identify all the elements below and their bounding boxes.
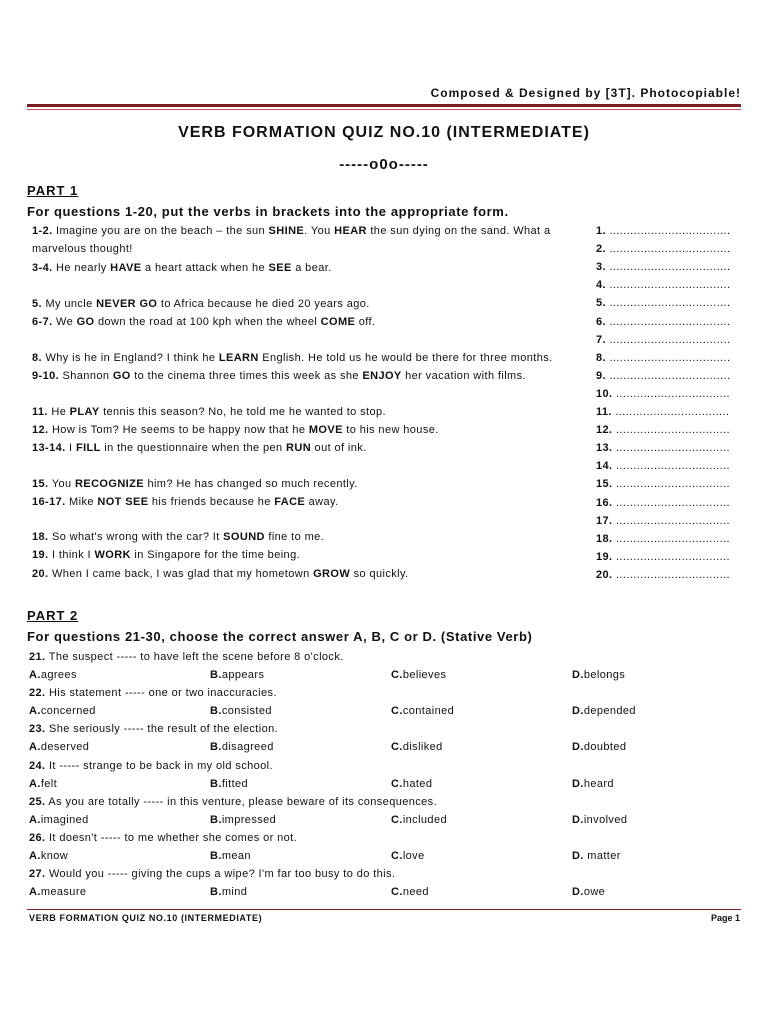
answer-number: 15. [596,478,613,491]
option-c[interactable] [391,778,432,790]
question-text: to the cinema three times this week as she [130,370,363,382]
mc-question [29,832,297,844]
option-b[interactable] [210,814,276,826]
option-b[interactable] [210,705,272,717]
option-text: disagreed [221,741,274,754]
mc-question [29,687,277,699]
header-credit: Composed & Designed by [3T]. Photocopiable! [430,86,741,100]
question-text: to his new house. [342,424,439,436]
option-letter: B. [210,886,222,899]
footer-title: VERB FORMATION QUIZ NO.10 (INTERMEDIATE) [29,913,263,923]
answer-blank[interactable] [596,548,730,566]
question-text: So what's wrong with the car? It [48,531,224,543]
question-text: him? He has changed so much recently. [143,478,358,490]
answer-number: 12. [596,424,613,437]
verb-keyword: GO [112,370,131,382]
answer-number: 17. [596,514,613,527]
answer-dots: ................................. [612,424,731,437]
option-letter: A. [29,886,41,899]
part2-heading: PART 2 [27,608,79,623]
answer-dots: ................................... [605,351,731,364]
question-number: 5. [32,298,42,310]
option-text: owe [583,886,606,899]
verb-keyword: MOVE [308,424,343,436]
question-number: 26. [29,832,46,844]
option-c[interactable] [391,886,429,898]
answer-dots: ................................. [612,442,731,455]
answer-blank[interactable] [596,512,730,530]
answer-blank[interactable] [596,222,730,240]
option-text: mean [221,850,251,862]
part2-instruction: For questions 21-30, choose the correct answer A, B, C or D. (Stative Verb) [27,629,533,644]
verb-keyword: PLAY [69,406,100,418]
question-text: so quickly. [350,568,409,580]
question-item [32,493,584,511]
question-text: tennis this season? No, he told me he wanted to stop. [99,406,386,418]
option-letter: D. [572,669,584,681]
question-item [32,475,584,493]
verb-keyword: HAVE [110,262,142,274]
answer-blank[interactable] [596,421,730,439]
option-text: love [402,850,425,862]
option-d[interactable] [572,850,621,862]
question-text: fine to me. [264,531,325,543]
option-text: believes [402,669,447,681]
option-letter: B. [210,777,222,790]
option-letter: D. [572,886,584,899]
option-text: concerned [40,705,96,718]
option-text: felt [40,777,58,790]
option-b[interactable] [210,886,247,898]
answer-number: 7. [596,333,606,346]
question-text: I [65,442,76,454]
verb-keyword: SEE [268,262,292,274]
option-letter: A. [29,813,41,826]
header-rule-thick [27,104,741,107]
question-text: You [48,478,75,490]
question-item [32,222,584,258]
page-number: Page 1 [710,913,740,923]
question-number: 24. [29,759,46,772]
option-text: depended [583,705,636,718]
option-letter: A. [29,850,41,862]
answer-blank[interactable] [596,403,729,421]
option-text: involved [583,813,628,826]
question-text: I think I [48,549,95,561]
option-letter: B. [210,669,222,681]
option-letter: A. [29,705,41,718]
answer-number: 19. [596,550,613,563]
option-text: matter [583,850,621,862]
answer-blank[interactable] [596,331,730,349]
answer-dots: ................................. [612,550,731,563]
answer-dots: ................................... [605,261,731,274]
question-number: 18. [32,531,49,543]
answer-dots: ................................. [611,406,730,418]
question-number: 9-10. [32,370,60,382]
option-text: consisted [221,705,272,718]
answer-blank[interactable] [596,475,730,493]
answer-number: 3. [596,261,606,274]
verb-keyword: COME [320,316,356,328]
header-rule-thin [27,109,741,110]
option-text: appears [221,669,265,681]
question-text: He nearly [52,262,111,274]
question-text: her vacation with films. [401,370,526,382]
option-letter: A. [29,669,41,681]
question-text: away. [305,496,339,508]
mc-question [29,723,278,735]
verb-keyword: ENJOY [362,370,402,382]
option-a[interactable] [29,705,96,717]
answer-number: 5. [596,297,606,310]
question-text: Would you ----- giving the cups a wipe? I'm far too busy to do this. [45,868,396,881]
question-text: Shannon [59,370,113,382]
answer-number: 11. [596,406,612,418]
question-text: Why is he in England? I think he [41,352,219,364]
option-b[interactable] [210,850,251,862]
option-letter: D. [572,813,584,826]
question-text: in the questionnaire when the pen [100,442,287,454]
option-letter: B. [210,813,222,826]
option-letter: C. [391,886,403,899]
answer-dots: ................................... [605,315,731,328]
option-letter: C. [391,813,403,826]
answer-dots: ................................... [605,369,731,382]
answer-blank[interactable] [596,240,730,258]
question-text: As you are totally ----- in this venture, please beware of its consequences. [45,795,438,808]
mc-question [29,651,344,663]
answer-dots: ................................... [605,333,731,346]
option-a[interactable] [29,886,86,898]
option-letter: D. [572,705,584,718]
question-text: We [52,316,77,328]
part1-heading: PART 1 [27,183,79,198]
option-text: belongs [583,669,626,681]
question-text: The suspect ----- to have left the scene before 8 o'clock. [45,651,344,663]
answer-dots: ................................. [612,514,731,527]
question-text: off. [355,316,376,328]
question-text: He [47,406,70,418]
question-text: . You [304,225,335,237]
option-d[interactable] [572,669,625,681]
verb-keyword: FACE [274,496,306,508]
option-c[interactable] [391,741,443,753]
answer-blank[interactable] [596,385,730,403]
question-text: When I came back, I was glad that my hometown [48,568,314,580]
option-letter: C. [391,669,403,681]
verb-keyword: NEVER GO [96,298,158,310]
question-number: 21. [29,651,46,663]
option-text: impressed [221,813,277,826]
answer-number: 13. [596,442,613,455]
answer-number: 14. [596,460,613,473]
option-b[interactable] [210,778,248,790]
question-item [32,313,584,331]
answer-blank[interactable] [596,439,730,457]
option-text: contained [402,705,455,718]
answer-blank[interactable] [596,313,730,331]
option-text: need [402,886,429,899]
question-number: 27. [29,868,46,881]
option-text: fitted [221,777,249,790]
option-text: measure [40,886,87,899]
question-item [32,259,584,277]
option-d[interactable] [572,886,605,898]
question-text: a heart attack when he [141,262,269,274]
answer-dots: ................................. [612,460,731,473]
option-d[interactable] [572,705,636,717]
option-d[interactable] [572,741,626,753]
answer-number: 10. [596,387,613,400]
option-a[interactable] [29,741,89,753]
question-item [32,367,584,385]
answer-dots: ................................. [612,387,731,400]
question-text: It ----- strange to be back in my old school. [45,759,273,772]
option-text: disliked [402,741,443,754]
option-letter: C. [391,741,403,754]
question-number: 19. [32,549,49,561]
answer-blank[interactable] [596,349,730,367]
question-item [32,565,584,583]
answer-number: 2. [596,243,606,256]
answer-number: 1. [596,225,606,237]
question-number: 13-14. [32,442,66,454]
answer-number: 4. [596,279,606,292]
footer-rule [27,909,741,910]
verb-keyword: RECOGNIZE [74,478,144,490]
question-text: English. He told us he would be there for three months. [258,352,553,364]
answer-blank[interactable] [596,494,730,512]
question-text: She seriously ----- the result of the election. [45,723,279,736]
answer-number: 6. [596,315,606,328]
option-a[interactable] [29,778,57,790]
question-text: his friends because he [148,496,275,508]
verb-keyword: SOUND [223,531,265,543]
question-item [32,546,584,564]
option-text: included [402,813,447,826]
option-letter: B. [210,850,222,862]
answer-blank[interactable] [596,457,730,475]
question-number: 11. [32,406,48,418]
question-number: 15. [32,478,49,490]
option-text: agrees [40,669,77,681]
question-text: a bear. [291,262,332,274]
verb-keyword: HEAR [334,225,367,237]
verb-keyword: WORK [94,549,131,561]
answer-blank[interactable] [596,294,730,312]
question-number: 22. [29,687,46,700]
question-text: My uncle [41,298,97,310]
option-letter: C. [391,705,403,718]
option-a[interactable] [29,850,68,862]
question-number: 6-7. [32,316,53,328]
answer-dots: ................................... [605,225,731,237]
question-number: 25. [29,795,46,808]
question-item [32,528,584,546]
part1-instruction: For questions 1-20, put the verbs in brackets into the appropriate form. [27,204,509,219]
question-number: 8. [32,352,42,364]
option-a[interactable] [29,669,77,681]
question-text: His statement ----- one or two inaccuracies. [45,687,277,700]
option-letter: D. [572,850,584,862]
answer-dots: ................................... [605,297,731,310]
option-d[interactable] [572,814,627,826]
question-number: 12. [32,424,49,436]
question-number: 20. [32,568,49,580]
question-text: out of ink. [311,442,367,454]
question-text: the sun dying on the sand. What a marvelous thought! [32,225,551,255]
option-letter: D. [572,741,584,754]
answer-number: 9. [596,369,606,382]
option-letter: D. [572,777,584,790]
option-text: deserved [40,741,90,754]
question-text: in Singapore for the time being. [130,549,301,561]
question-number: 16-17. [32,496,66,508]
question-number: 3-4. [32,262,53,274]
verb-keyword: GO [76,316,95,328]
answer-blank[interactable] [596,276,730,294]
question-text: down the road at 100 kph when the wheel [94,316,321,328]
question-text: Mike [65,496,98,508]
question-item [32,439,584,457]
option-c[interactable] [391,814,447,826]
mc-question [29,868,395,880]
question-item [32,421,584,439]
option-d[interactable] [572,778,614,790]
option-text: know [40,850,69,862]
option-letter: B. [210,741,222,754]
verb-keyword: FILL [75,442,101,454]
option-text: mind [221,886,248,899]
answer-dots: ................................. [612,496,731,509]
option-letter: A. [29,777,41,790]
answer-blank[interactable] [596,566,730,584]
answer-blank[interactable] [596,367,730,385]
option-text: heard [583,777,614,790]
answer-blank[interactable] [596,258,730,276]
option-c[interactable] [391,705,454,717]
question-number: 1-2. [32,225,53,237]
answer-dots: ................................. [612,532,731,545]
question-text: How is Tom? He seems to be happy now that he [48,424,309,436]
question-text: Imagine you are on the beach – the sun [52,225,269,237]
mc-question [29,796,437,808]
question-item [32,403,584,421]
question-number: 23. [29,723,46,736]
option-letter: B. [210,705,222,718]
verb-keyword: SHINE [268,225,305,237]
answer-dots: ................................... [605,243,731,256]
option-c[interactable] [391,669,446,681]
option-letter: C. [391,777,403,790]
answer-number: 16. [596,496,613,509]
question-text: to Africa because he died 20 years ago. [157,298,370,310]
verb-keyword: GROW [313,568,351,580]
option-b[interactable] [210,669,264,681]
answer-blank[interactable] [596,530,730,548]
answer-dots: ................................. [612,568,731,581]
question-item [32,349,584,367]
option-letter: A. [29,741,41,754]
option-text: doubted [583,741,627,754]
mc-question [29,760,273,772]
title-separator: -----o0o----- [339,156,429,173]
verb-keyword: RUN [286,442,312,454]
page-title: VERB FORMATION QUIZ NO.10 (INTERMEDIATE) [178,124,590,141]
answer-dots: ................................... [605,279,731,292]
question-text: It doesn't ----- to me whether she comes or not. [45,832,298,844]
option-b[interactable] [210,741,274,753]
answer-dots: ................................. [612,478,731,491]
question-item [32,295,584,313]
answer-number: 18. [596,532,613,545]
option-text: hated [402,777,433,790]
answer-number: 8. [596,351,606,364]
option-text: imagined [40,813,89,826]
option-a[interactable] [29,814,89,826]
verb-keyword: NOT SEE [97,496,149,508]
option-letter: C. [391,850,403,862]
verb-keyword: LEARN [218,352,259,364]
option-c[interactable] [391,850,425,862]
answer-number: 20. [596,568,613,581]
